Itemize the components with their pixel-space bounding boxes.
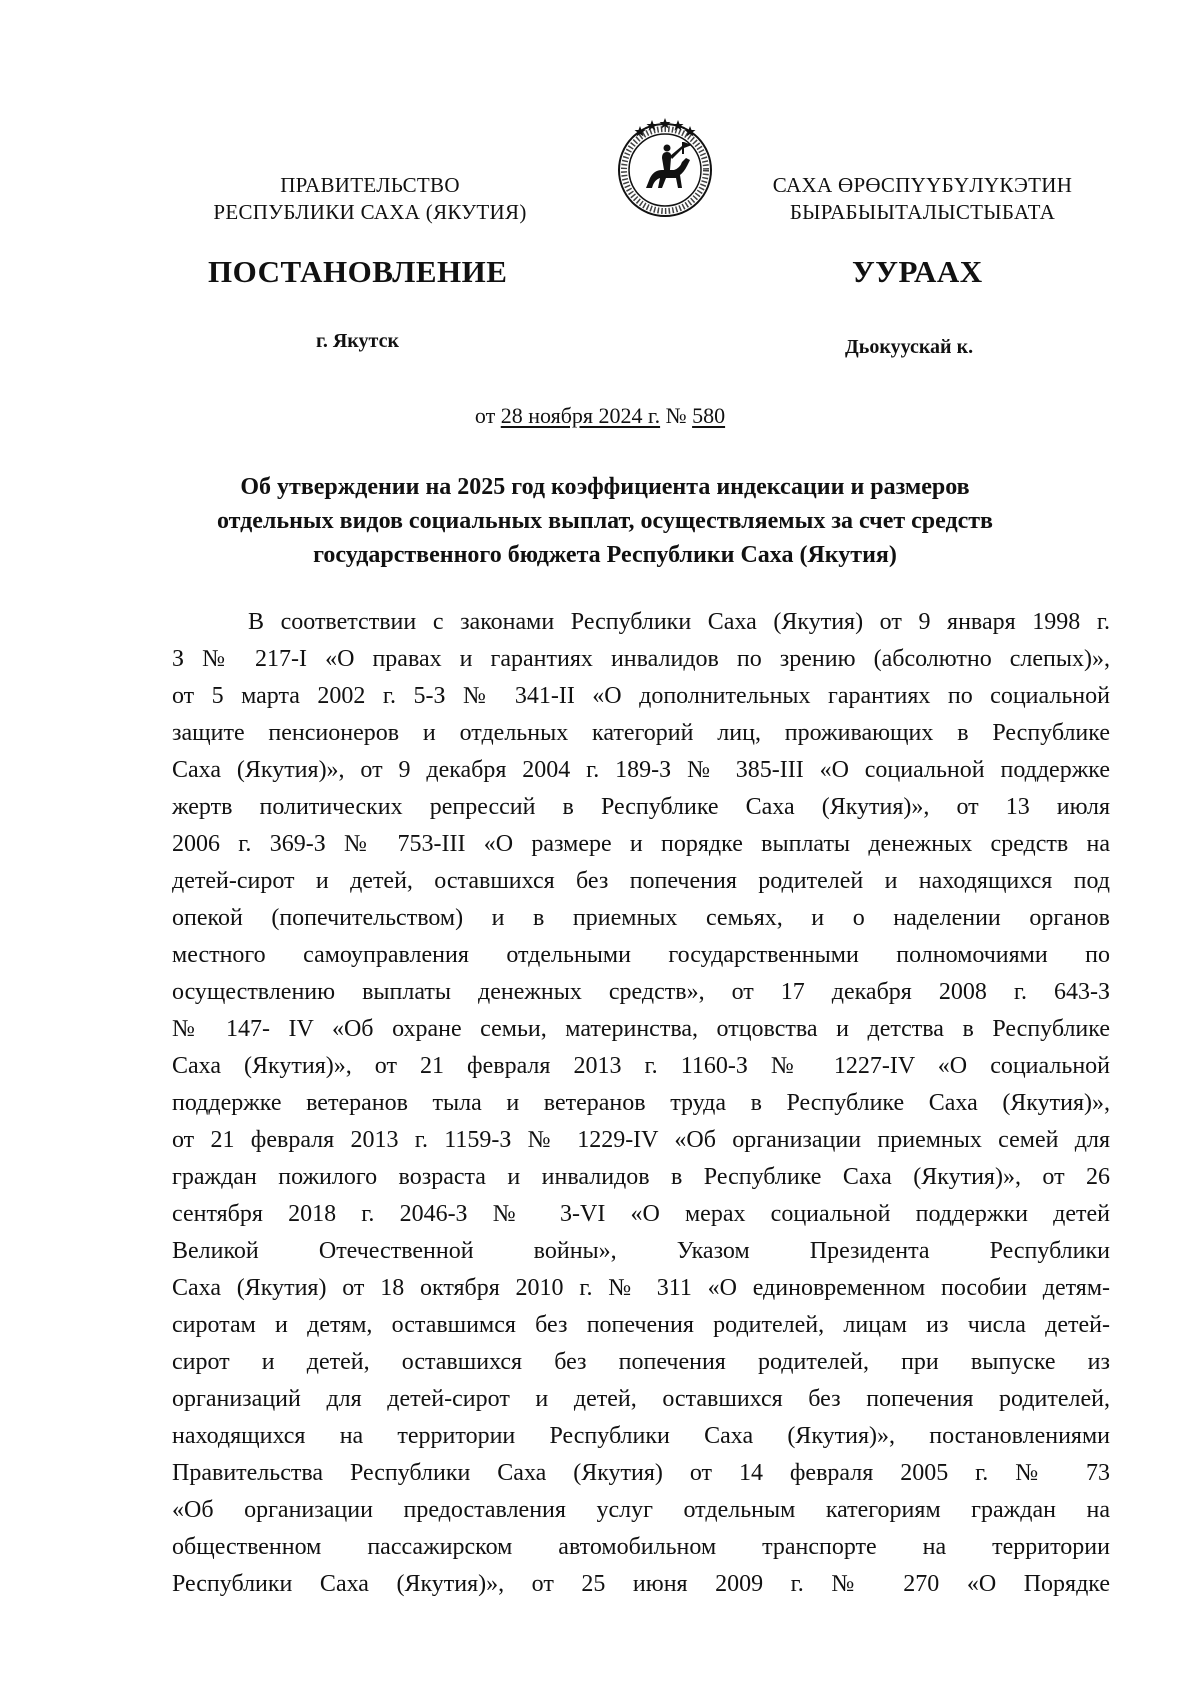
header-line: БЫРАБЫЫТАЛЫСТЫБАТА [789,200,1056,224]
number-sign: № [665,403,687,428]
body-line: сентября 2018 г. 2046-З № 3-VI «О мерах социальной поддержки детей [172,1201,1110,1227]
body-line: Республики Саха (Якутия)», от 25 июня 2009 г. № 270 «О Порядке [172,1571,1110,1597]
body-line: организаций для детей-сирот и детей, оставшихся без попечения родителей, [172,1386,1110,1412]
body-line: сиротам и детям, оставшимся без попечения родителей, лицам из числа детей- [172,1312,1110,1338]
title-line: Об утверждении на 2025 год коэффициента индексации и размеров [240,474,970,500]
document-date: 28 ноября 2024 г. [500,403,661,428]
body-line: от 21 февраля 2013 г. 1159-З № 1229-IV «Об организации приемных семей для [172,1127,1110,1153]
body-line: опекой (попечительством) и в приемных семьях, и о наделении органов [172,905,1110,931]
body-line: 2006 г. 369-З № 753-III «О размере и порядке выплаты денежных средств на [172,831,1110,857]
government-name-russian [180,172,560,226]
body-line: детей-сирот и детей, оставшихся без попечения родителей и находящихся под [172,868,1110,894]
coat-of-arms-emblem [610,112,720,222]
date-prefix: от [474,403,496,428]
body-line: осуществлению выплаты денежных средств», от 17 декабря 2008 г. 643-З [172,979,1110,1005]
body-line: поддержке ветеранов тыла и ветеранов труда в Республике Саха (Якутия)», [172,1090,1110,1116]
title-line: государственного бюджета Республики Саха (Якутия) [313,542,897,568]
body-line: Саха (Якутия)», от 21 февраля 2013 г. 1160-З № 1227-IV «О социальной [172,1053,1110,1079]
body-line: Великой Отечественной войны», Указом Президента Республики [172,1238,1110,1264]
city-russian: г. Якутск [316,330,399,352]
body-line: Правительства Республики Саха (Якутия) от 14 февраля 2005 г. № 73 [172,1460,1110,1486]
body-line: Саха (Якутия)», от 9 декабря 2004 г. 189-З № 385-III «О социальной поддержке [172,757,1110,783]
doc-type-russian: ПОСТАНОВЛЕНИЕ [208,254,508,289]
body-line: Саха (Якутия) от 18 октября 2010 г. № 311 «О единовременном пособии детям- [172,1275,1110,1301]
body-line: З № 217-I «О правах и гарантиях инвалидов по зрению (абсолютно слепых)», [172,646,1110,672]
body-line: жертв политических репрессий в Республике Саха (Якутия)», от 13 июля [172,794,1110,820]
body-line: № 147- IV «Об охране семьи, материнства, отцовства и детства в Республике [172,1016,1110,1042]
body-line: местного самоуправления отдельными государственными полномочиями по [172,942,1110,968]
government-name-yakut [735,172,1110,226]
date-number-line [0,403,1200,429]
header-line: РЕСПУБЛИКИ САХА (ЯКУТИЯ) [213,200,527,224]
document-title [150,470,1060,572]
doc-type-yakut: УУРААХ [852,254,983,289]
title-line: отдельных видов социальных выплат, осуществляемых за счет средств [216,508,994,534]
body-line: общественном пассажирском автомобильном транспорте на территории [172,1534,1110,1560]
header-line: ПРАВИТЕЛЬСТВО [280,173,460,197]
header-line: САХА ӨРӨСПҮҮБҮЛҮКЭТИН [772,173,1073,197]
document-number: 580 [692,403,726,428]
body-paragraph [172,604,1110,1603]
body-line: В соответствии с законами Республики Саха (Якутия) от 9 января 1998 г. [248,609,1110,635]
body-line: от 5 марта 2002 г. 5-З № 341-II «О дополнительных гарантиях по социальной [172,683,1110,709]
body-line: граждан пожилого возраста и инвалидов в Республике Саха (Якутия)», от 26 [172,1164,1110,1190]
body-line: защите пенсионеров и отдельных категорий лиц, проживающих в Республике [172,720,1110,746]
body-line: находящихся на территории Республики Саха (Якутия)», постановлениями [172,1423,1110,1449]
body-line: сирот и детей, оставшихся без попечения родителей, при выпуске из [172,1349,1110,1375]
city-yakut: Дьокуускай к. [845,336,974,358]
body-line: «Об организации предоставления услуг отдельным категориям граждан на [172,1497,1110,1523]
